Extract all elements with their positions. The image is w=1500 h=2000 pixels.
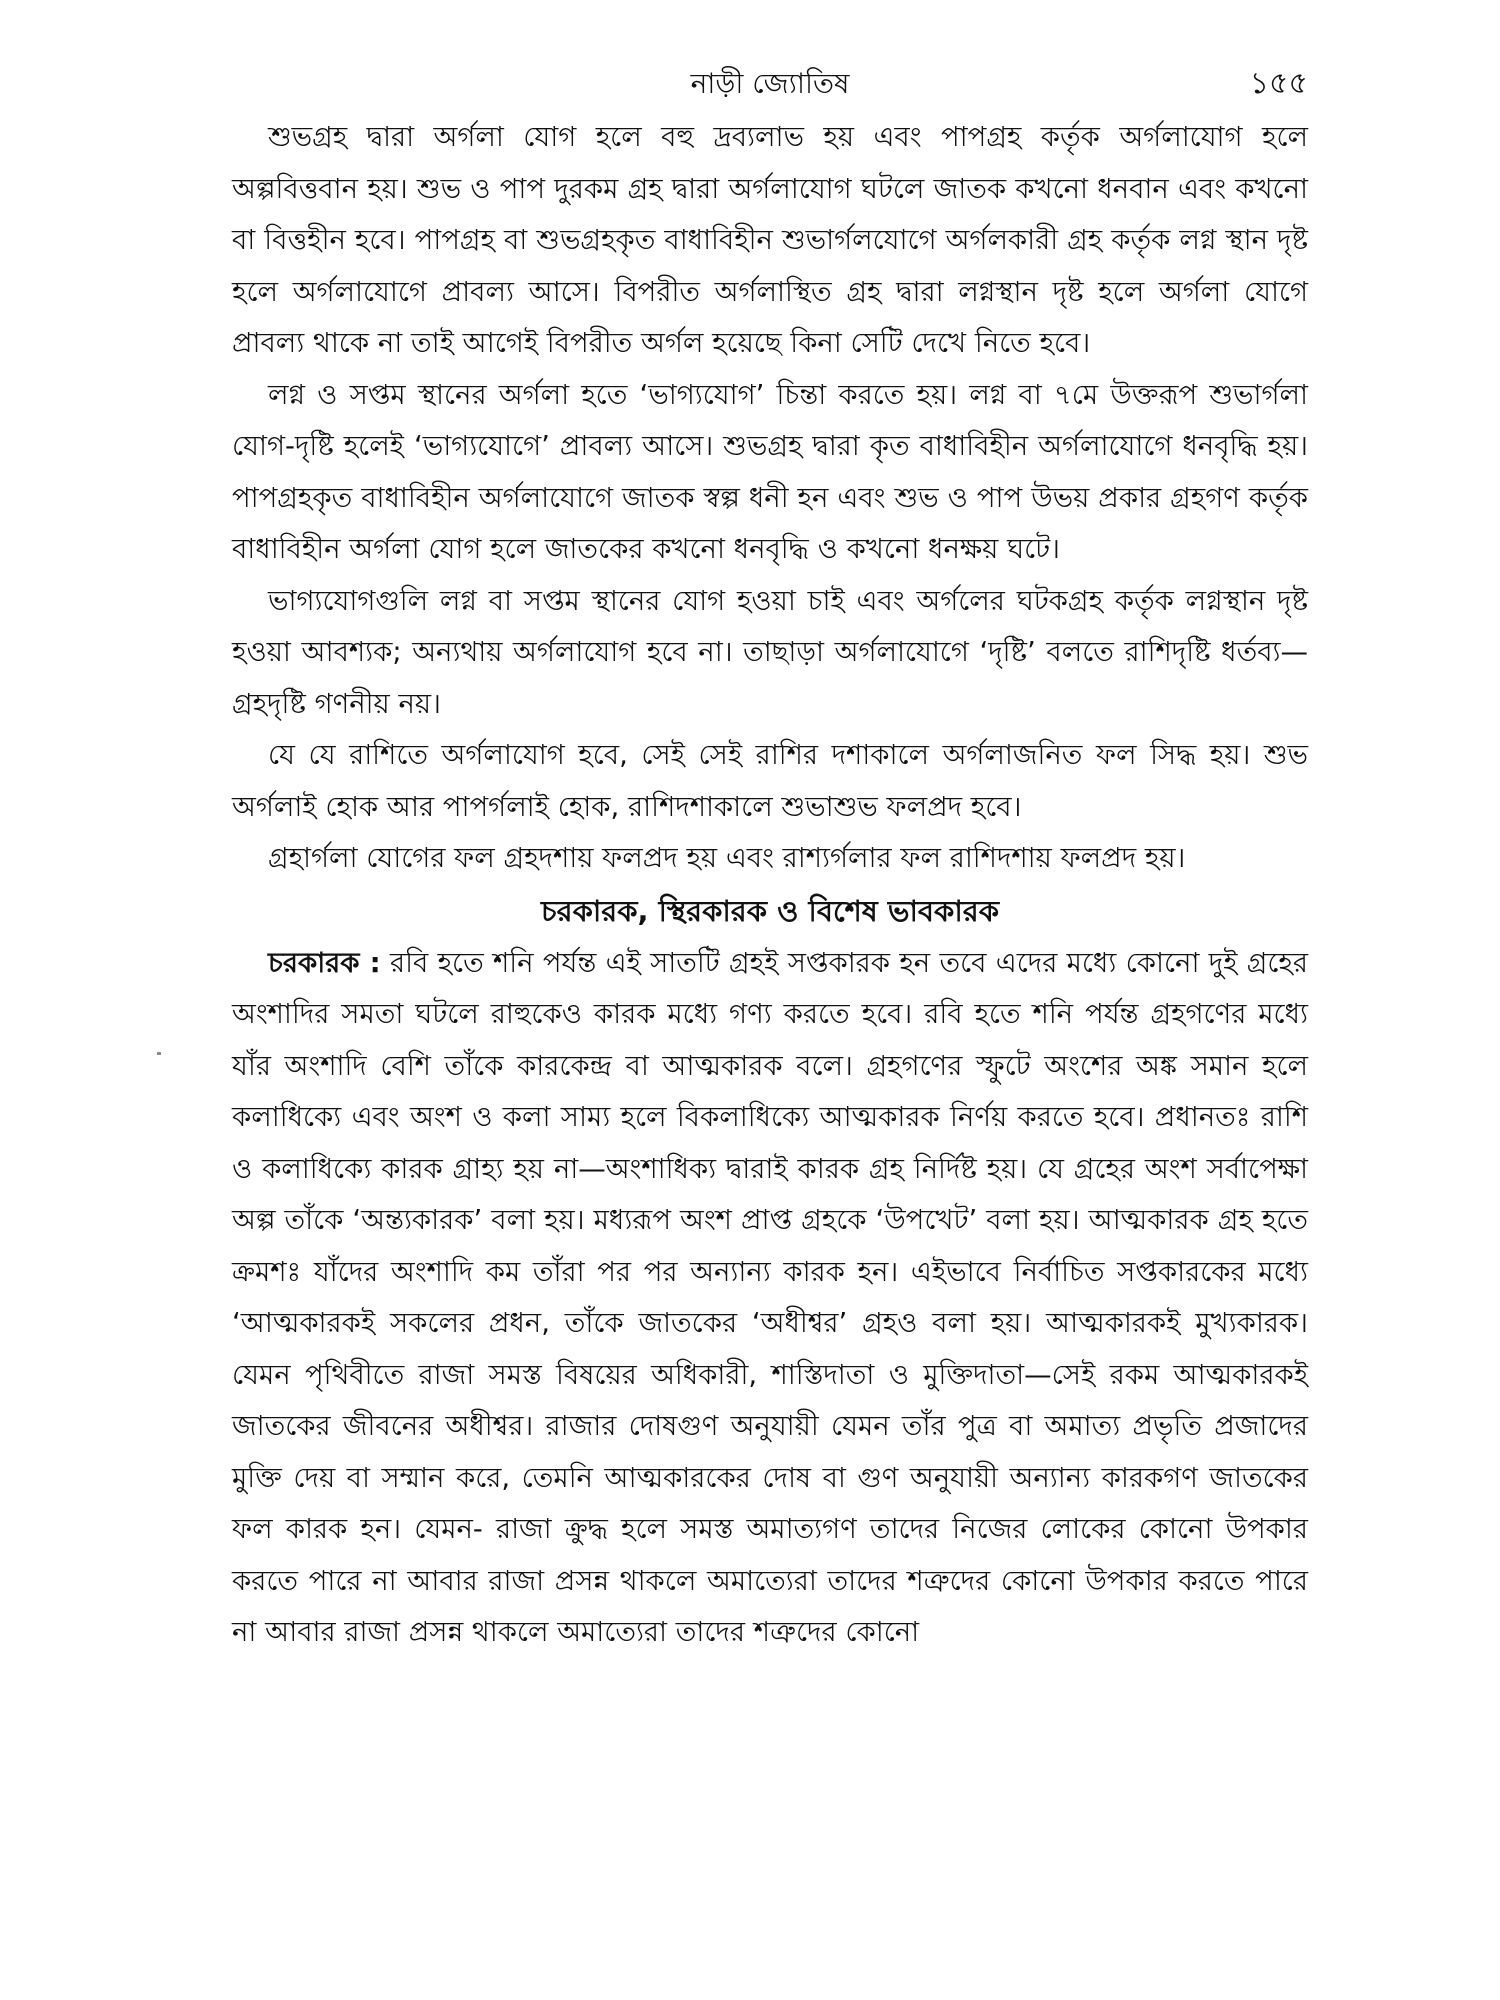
paragraph-bhagya-yoga-conditions: ভাগ্যযোগগুলি লগ্ন বা সপ্তম স্থানের যোগ হওয়া চাই এবং অর্গলের ঘটকগ্রহ কর্তৃক লগ্নস্থান দৃষ্ট হওয়া আবশ্যক; অন্যথায় অর্গলাযোগ হবে না। তাছাড়া অর্গলাযোগে ‘দৃষ্টি’ বলতে রাশিদৃষ্টি ধর্তব্য—গ্রহদৃষ্টি গণনীয় নয়। [232,584,1308,720]
paragraph-chara-karaka [232,938,1308,1659]
running-head [232,60,1308,108]
paragraph-graha-argala: গ্রহার্গলা যোগের ফল গ্রহদশায় ফলপ্রদ হয় এবং রাশ্যর্গলার ফল রাশিদশায় ফলপ্রদ হয়। [268,842,1186,874]
section-heading: চরকারক, স্থিরকারক ও বিশেষ ভাবকারক [540,893,999,928]
page-number: ১৫৫ [1249,66,1308,101]
running-title: নাড়ী জ্যোতিষ [690,67,850,100]
body-text [232,112,1308,1659]
paragraph-label: চরকারক : [268,946,381,979]
paragraph-argala-results: শুভগ্রহ দ্বারা অর্গলা যোগ হলে বহু দ্রব্যলাভ হয় এবং পাপগ্রহ কর্তৃক অর্গলাযোগ হলে অল্পবিত্তবান হয়। শুভ ও পাপ দুরকম গ্রহ দ্বারা অর্গলাযোগ ঘটলে জাতক কখনো ধনবান এবং কখনো বা বিত্তহীন হবে। পাপগ্রহ বা শুভগ্রহকৃত বাধাবিহীন শুভার্গলযোগে অর্গলকারী গ্রহ কর্তৃক লগ্ন স্থান দৃষ্ট হলে অর্গলাযোগে প্রাবল্য আসে। বিপরীত অর্গলাস্থিত গ্রহ দ্বারা লগ্নস্থান দৃষ্ট হলে অর্গলা যোগে প্রাবল্য থাকে না তাই আগেই বিপরীত অর্গল হয়েছে কিনা সেটি দেখে নিতে হবে। [232,121,1308,359]
paragraph-bhagya-yoga: লগ্ন ও সপ্তম স্থানের অর্গলা হতে ‘ভাগ্যযোগ’ চিন্তা করতে হয়। লগ্ন বা ৭মে উক্তরূপ শুভার্গলা যোগ-দৃষ্টি হলেই ‘ভাগ্যযোগে’ প্রাবল্য আসে। শুভগ্রহ দ্বারা কৃত বাধাবিহীন অর্গলাযোগে ধনবৃদ্ধি হয়। পাপগ্রহকৃত বাধাবিহীন অর্গলাযোগে জাতক স্বল্প ধনী হন এবং শুভ ও পাপ উভয় প্রকার গ্রহগণ কর্তৃক বাধাবিহীন অর্গলা যোগ হলে জাতকের কখনো ধনবৃদ্ধি ও কখনো ধনক্ষয় ঘটে। [232,378,1309,565]
paragraph-text: রবি হতে শনি পর্যন্ত এই সাতটি গ্রহই সপ্তকারক হন তবে এদের মধ্যে কোনো দুই গ্রহের অংশাদির সমতা ঘটলে রাহুকেও কারক মধ্যে গণ্য করতে হবে। রবি হতে শনি পর্যন্ত গ্রহগণের মধ্যে যাঁর অংশাদি বেশি তাঁকে কারকেন্দ্র বা আত্মকারক বলে। গ্রহগণের স্ফুটে অংশের অঙ্ক সমান হলে কলাধিক্যে এবং অংশ ও কলা সাম্য হলে বিকলাধিক্যে আত্মকারক নির্ণয় করতে হবে। প্রধানতঃ রাশি ও কলাধিক্যে কারক গ্রাহ্য হয় না—অংশাধিক্য দ্বারাই কারক গ্রহ নির্দিষ্ট হয়। যে গ্রহের অংশ সর্বাপেক্ষা অল্প তাঁকে ‘অন্ত্যকারক’ বলা হয়। মধ্যরূপ অংশ প্রাপ্ত গ্রহকে ‘উপখেট’ বলা হয়। আত্মকারক গ্রহ হতে ক্রমশঃ যাঁদের অংশাদি কম তাঁরা পর পর অন্যান্য কারক হন। এইভাবে নির্বাচিত সপ্তকারকের মধ্যে ‘আত্মকারকই সকলের প্রধন, তাঁকে জাতকের ‘অধীশ্বর’ গ্রহও বলা হয়। আত্মকারকই মুখ্যকারক। যেমন পৃথিবীতে রাজা সমস্ত বিষয়ের অধিকারী, শাস্তিদাতা ও মুক্তিদাতা—সেই রকম আত্মকারকই জাতকের জীবনের অধীশ্বর। রাজার দোষগুণ অনুযায়ী যেমন তাঁর পুত্র বা অমাত্য প্রভৃতি প্রজাদের মুক্তি দেয় বা সম্মান করে, তেমনি আত্মকারকের দোষ বা গুণ অনুযায়ী অন্যান্য কারকগণ জাতকের ফল কারক হন। যেমন- রাজা ক্রুদ্ধ হলে সমস্ত অমাত্যগণ তাদের নিজের লোকের কোনো উপকার করতে পারে না আবার রাজা প্রসন্ন থাকলে অমাত্যেরা তাদের শত্রুদের কোনো উপকার করতে পারে না আবার রাজা প্রসন্ন থাকলে অমাত্যেরা তাদের শত্রুদের কোনো [232,946,1308,1648]
paragraph-rashi-dasha: যে যে রাশিতে অর্গলাযোগ হবে, সেই সেই রাশির দশাকালে অর্গলাজনিত ফল সিদ্ধ হয়। শুভ অর্গলাই হোক আর পাপর্গলাই হোক, রাশিদশাকালে শুভাশুভ ফলপ্রদ হবে। [232,739,1308,823]
margin-mark [157,1052,161,1055]
